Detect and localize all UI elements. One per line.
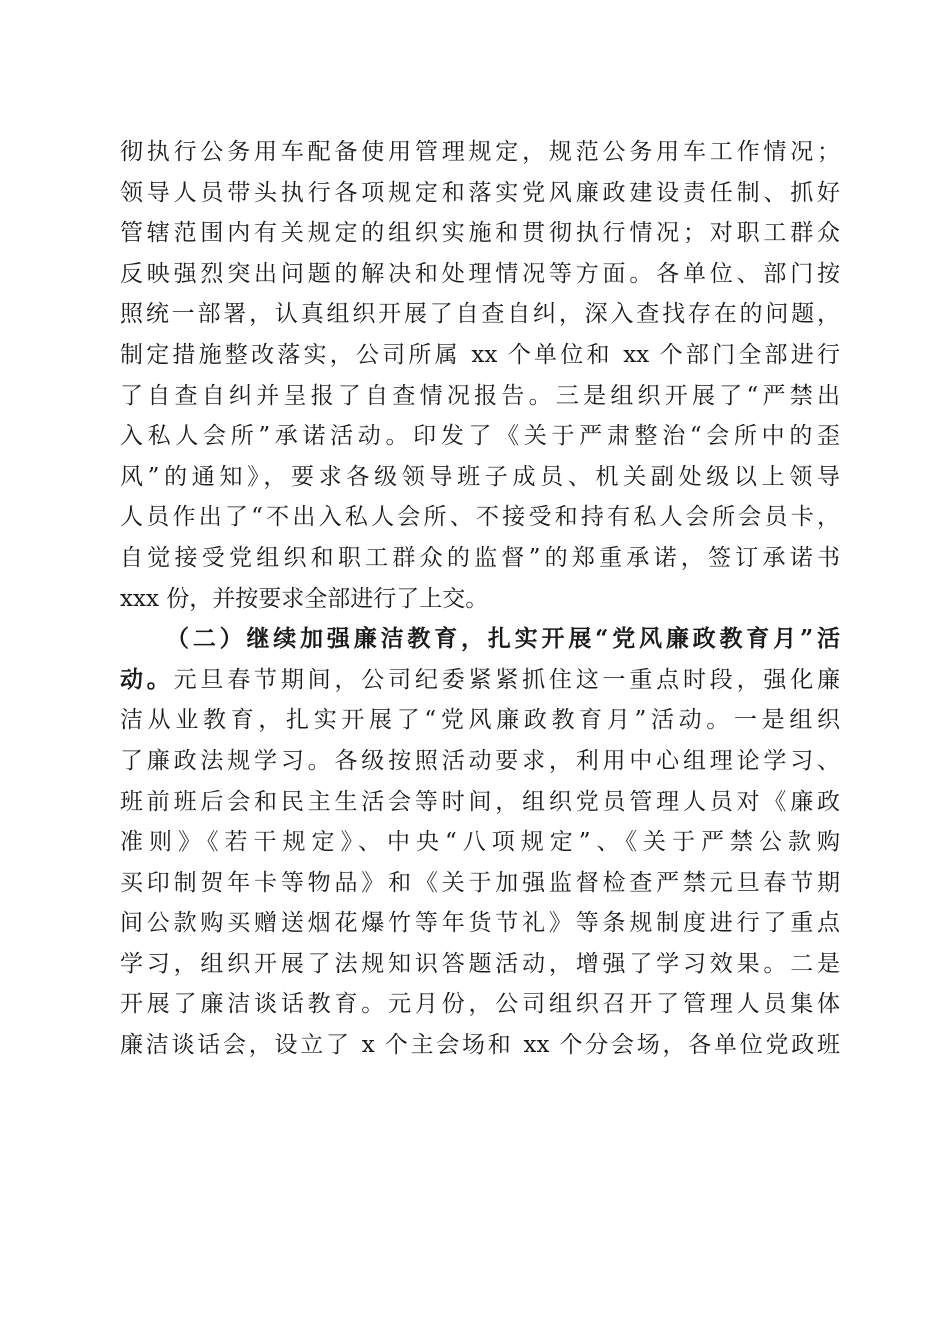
- text-line: 彻执行公务用车配备使用管理规定，规范公务用车工作情况；: [120, 139, 840, 165]
- paragraph-1: [120, 132, 840, 619]
- text-line: 反映强烈突出问题的解决和处理情况等方面。各单位、部门按: [120, 260, 840, 287]
- text-line: 开展了廉洁谈话教育。元月份，公司组织召开了管理人员集体: [120, 991, 840, 1018]
- text-line: 管辖范围内有关规定的组织实施和贯彻执行情况；对职工群众: [120, 220, 840, 247]
- paragraph-2: [120, 619, 840, 1066]
- text-line: 买印制贺年卡等物品》和《关于加强监督检查严禁元旦春节期: [120, 869, 840, 896]
- text-line: 照统一部署，认真组织开展了自查自纠，深入查找存在的问题，: [120, 301, 840, 328]
- text-line-rest: 元旦春节期间，公司纪委紧紧抓住这一重点时段，强化廉: [173, 666, 841, 693]
- text-line: 准则》《若干规定》、中央“八项规定”、《关于严禁公款购: [120, 829, 840, 856]
- text-line: 了自查自纠并呈报了自查情况报告。三是组织开展了“严禁出: [120, 382, 840, 409]
- text-line: 领导人员带头执行各项规定和落实党风廉政建设责任制、抓好: [120, 179, 840, 206]
- text-line: 人员作出了“不出入私人会所、不接受和持有私人会所会员卡，: [120, 504, 840, 531]
- document-body: [120, 132, 840, 1066]
- text-line: 制定措施整改落实，公司所属 xx 个单位和 xx 个部门全部进行: [120, 341, 840, 368]
- text-line: 自觉接受党组织和职工群众的监督”的郑重承诺，签订承诺书: [120, 544, 840, 571]
- section-heading-end: 动。: [120, 665, 174, 693]
- section-heading: （二）继续加强廉洁教育，扎实开展“党风廉政教育月”活: [166, 625, 840, 653]
- text-line: 班前班后会和民主生活会等时间，组织党员管理人员对《廉政: [120, 788, 840, 815]
- text-line: 入私人会所”承诺活动。印发了《关于严肃整治“会所中的歪: [120, 423, 840, 450]
- text-line: 了廉政法规学习。各级按照活动要求，利用中心组理论学习、: [120, 747, 840, 774]
- text-line: 学习，组织开展了法规知识答题活动，增强了学习效果。二是: [120, 950, 840, 977]
- text-line: 廉洁谈话会，设立了 x 个主会场和 xx 个分会场，各单位党政班: [120, 1032, 840, 1059]
- text-line: 洁从业教育，扎实开展了“党风廉政教育月”活动。一是组织: [120, 707, 840, 734]
- text-line: 间公款购买赠送烟花爆竹等年货节礼》等条规制度进行了重点: [120, 910, 840, 937]
- text-line: 风”的通知》，要求各级领导班子成员、机关副处级以上领导: [120, 463, 840, 490]
- text-line: xxx 份，并按要求全部进行了上交。: [120, 585, 489, 612]
- text-line: [120, 660, 840, 701]
